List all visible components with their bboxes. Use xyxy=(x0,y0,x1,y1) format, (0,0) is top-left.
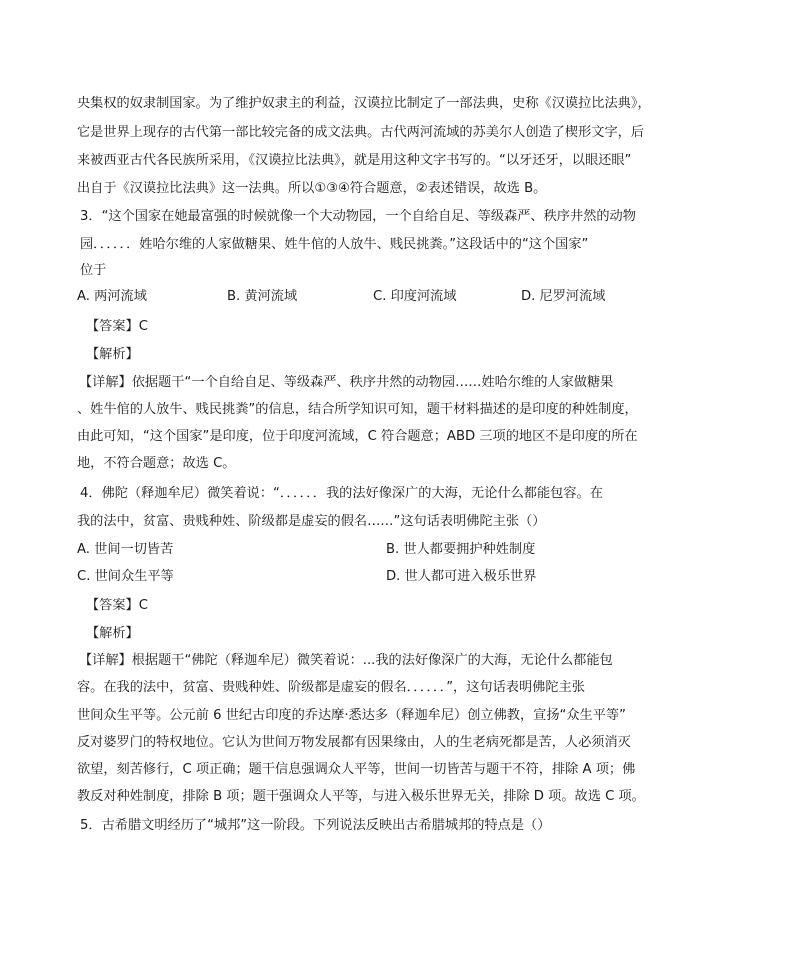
q4-detail-line-3: 世间众生平等。公元前 6 世纪古印度的乔达摩·悉达多（释迦牟尼）创立佛教，宣扬“众生平等” xyxy=(77,708,626,723)
q3-stem-line-2: 园．．．．．．姓哈尔维的人家做糖果、姓牛倌的人放牛、贱民挑粪。”这段话中的“这个国家” xyxy=(80,237,589,252)
q4-option-c: C. 世间众生平等 xyxy=(77,569,174,584)
q3-detail-line-1: 【详解】依据题干“一个自给自足、等级森严、秩序井然的动物园……姓哈尔维的人家做糖果 xyxy=(79,375,614,390)
q3-option-a: A. 两河流域 xyxy=(77,289,147,304)
q4-option-d: D. 世人都可进入极乐世界 xyxy=(386,569,537,584)
q4-stem-line-2: 我的法中，贫富、贵贱种姓、阶级都是虚妄的假名……”这句话表明佛陀主张（） xyxy=(77,514,546,529)
q4-detail-line-1: 【详解】根据题干“佛陀（释迦牟尼）微笑着说：...我的法好像深广的大海，无论什么都能包 xyxy=(79,653,613,668)
q4-option-b: B. 世人都要拥护种姓制度 xyxy=(386,542,536,557)
q3-detail-line-2: 、姓牛倌的人放牛、贱民挑粪”的信息，结合所学知识可知，题干材料描述的是印度的种姓制度， xyxy=(77,402,638,417)
q3-stem-line-1: 3．“这个国家在她最富强的时候就像一个大动物园，一个自给自足、等级森严、秩序井然的动物 xyxy=(80,209,636,224)
q4-stem-line-1: 4．佛陀（释迦牟尼）微笑着说：“．．．．．．我的法好像深广的大海，无论什么都能包容。在 xyxy=(80,486,603,501)
intro-line-2: 它是世界上现存的古代第一部比较完备的成文法典。古代两河流域的苏美尔人创造了楔形文字，后 xyxy=(77,125,645,140)
q3-option-c: C. 印度河流域 xyxy=(373,289,457,304)
q3-answer: 【答案】C xyxy=(86,319,148,334)
q3-detail-line-3: 由此可知，“这个国家”是印度，位于印度河流域，C 符合题意；ABD 三项的地区不是印度的所在 xyxy=(77,429,638,444)
q3-detail-line-4: 地，不符合题意；故选 C。 xyxy=(77,456,236,471)
intro-line-3: 来被西亚古代各民族所采用，《汉谟拉比法典》，就是用这种文字书写的。“以牙还牙，以眼还眼” xyxy=(77,153,632,168)
q4-detail-line-6: 教反对种姓制度，排除 B 项；题干强调众人平等，与进入极乐世界无关，排除 D 项。故选 C 项。 xyxy=(77,789,645,804)
intro-line-4: 出自于《汉谟拉比法典》这一法典。所以①③④符合题意，②表述错误，故选 B。 xyxy=(77,181,547,196)
q4-option-a: A. 世间一切皆苦 xyxy=(77,542,174,557)
q5-stem-line-1: 5．古希腊文明经历了“城邦”这一阶段。下列说法反映出古希腊城邦的特点是（） xyxy=(80,818,551,833)
q4-detail-line-5: 欲望，刻苦修行，C 项正确；题干信息强调众人平等，世间一切皆苦与题干不符，排除 A 项；佛 xyxy=(77,762,636,777)
q3-option-d: D. 尼罗河流域 xyxy=(521,289,606,304)
q3-analysis-label: 【解析】 xyxy=(86,347,139,362)
q4-analysis-label: 【解析】 xyxy=(86,626,139,641)
q4-detail-line-2: 容。在我的法中，贫富、贵贱种姓、阶级都是虚妄的假名．．．．．．”，这句话表明佛陀主张 xyxy=(77,680,585,695)
q3-stem-line-3: 位于 xyxy=(80,263,107,278)
q4-answer: 【答案】C xyxy=(86,598,148,613)
q4-detail-line-4: 反对婆罗门的特权地位。它认为世间万物发展都有因果缘由，人的生老病死都是苦，人必须消灭 xyxy=(77,735,631,750)
q3-option-b: B. 黄河流域 xyxy=(227,289,298,304)
intro-line-1: 央集权的奴隶制国家。为了维护奴隶主的利益，汉谟拉比制定了一部法典，史称《汉谟拉比法典》， xyxy=(77,96,651,111)
